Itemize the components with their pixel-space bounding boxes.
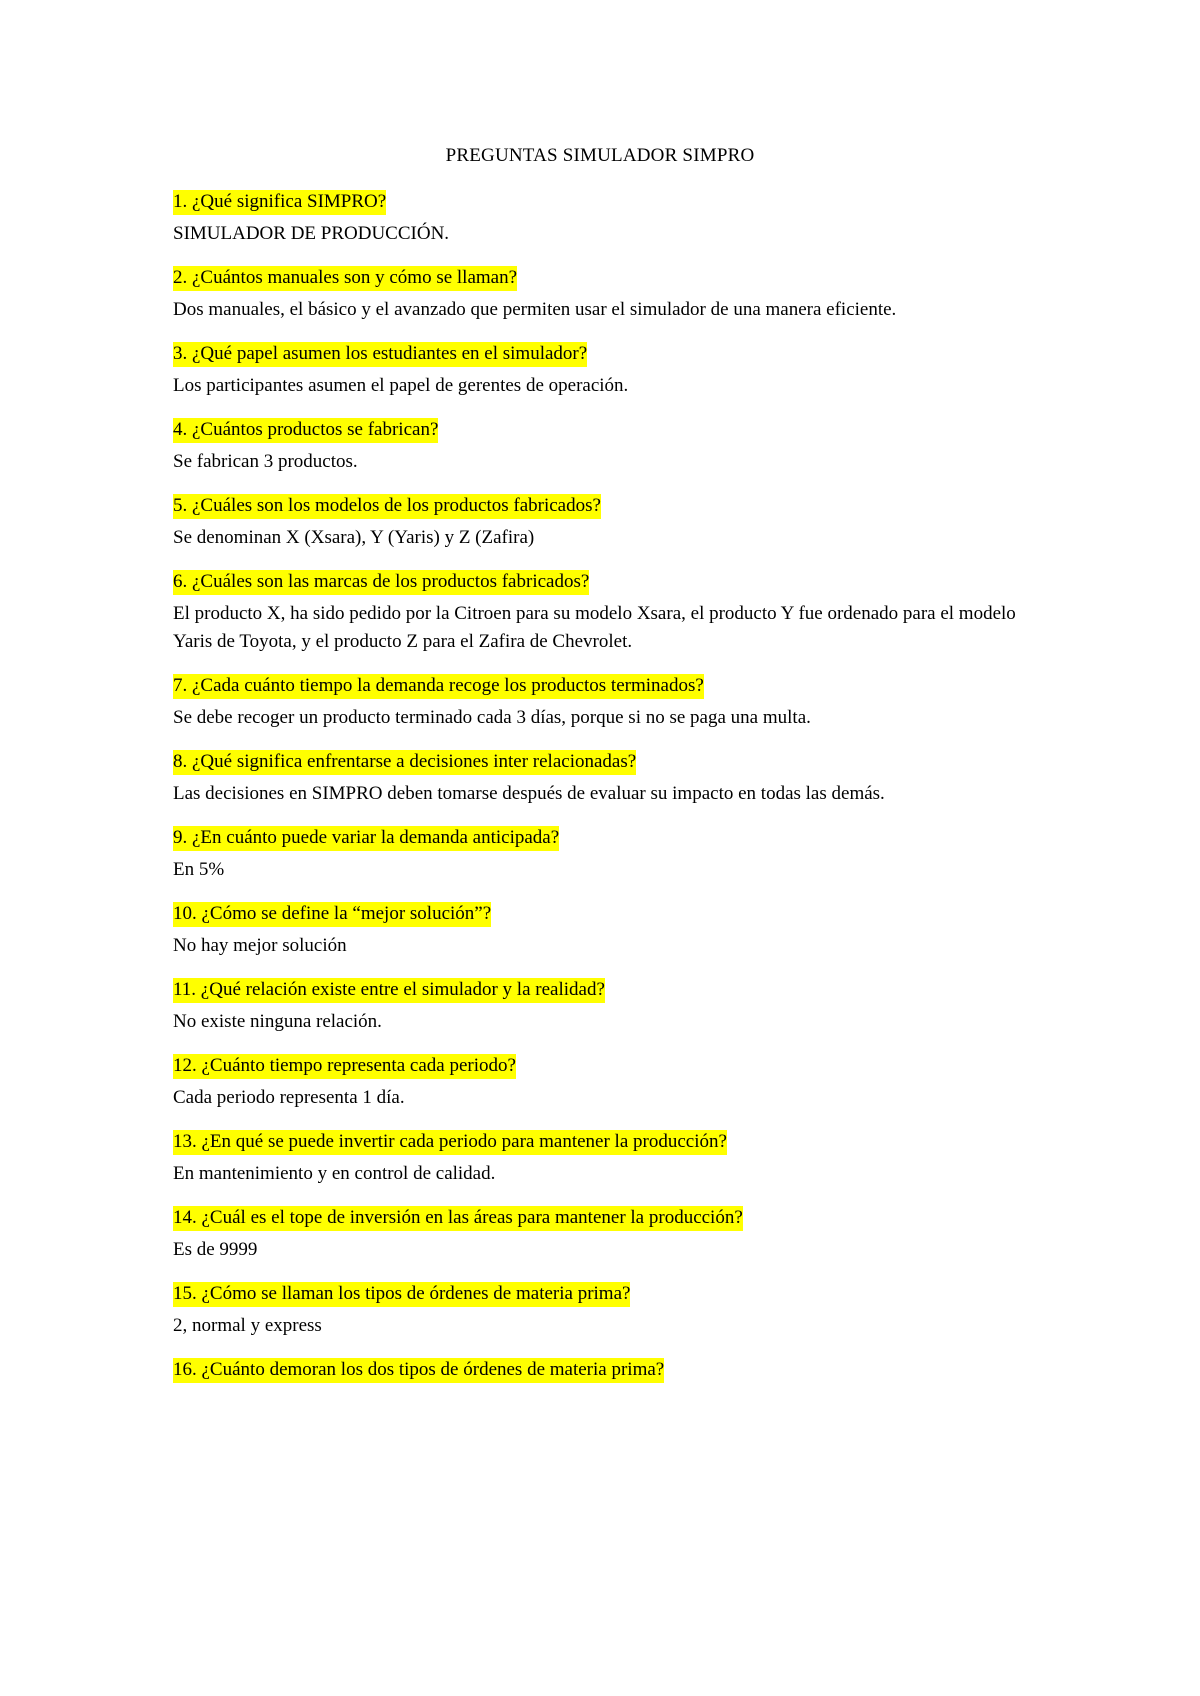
answer-15: 2, normal y express [173, 1315, 322, 1336]
question-text: 7. ¿Cada cuánto tiempo la demanda recoge los productos terminados? [173, 674, 704, 699]
question-text: 4. ¿Cuántos productos se fabrican? [173, 418, 438, 443]
question-12 [173, 1052, 1053, 1084]
question-10 [173, 900, 1053, 932]
question-text: 9. ¿En cuánto puede variar la demanda anticipada? [173, 826, 559, 851]
question-1 [173, 188, 1053, 220]
document-body [173, 188, 1053, 1388]
question-7 [173, 672, 1053, 704]
question-2 [173, 264, 1053, 296]
question-4 [173, 416, 1053, 448]
answer-4: Se fabrican 3 productos. [173, 451, 358, 472]
question-13 [173, 1128, 1053, 1160]
question-6 [173, 568, 1053, 600]
answer-9: En 5% [173, 859, 225, 880]
question-text: 8. ¿Qué significa enfrentarse a decisiones inter relacionadas? [173, 750, 636, 775]
answer-13: En mantenimiento y en control de calidad. [173, 1163, 496, 1184]
question-15 [173, 1280, 1053, 1312]
question-14 [173, 1204, 1053, 1236]
question-text: 12. ¿Cuánto tiempo representa cada periodo? [173, 1054, 516, 1079]
question-8 [173, 748, 1053, 780]
question-text: 5. ¿Cuáles son los modelos de los productos fabricados? [173, 494, 601, 519]
question-text: 1. ¿Qué significa SIMPRO? [173, 190, 386, 215]
answer-8: Las decisiones en SIMPRO deben tomarse después de evaluar su impacto en todas las demás. [173, 783, 885, 804]
answer-10: No hay mejor solución [173, 935, 347, 956]
question-9 [173, 824, 1053, 856]
question-text: 14. ¿Cuál es el tope de inversión en las áreas para mantener la producción? [173, 1206, 743, 1231]
answer-5: Se denominan X (Xsara), Y (Yaris) y Z (Zafira) [173, 527, 535, 548]
question-text: 13. ¿En qué se puede invertir cada periodo para mantener la producción? [173, 1130, 727, 1155]
document-title: PREGUNTAS SIMULADOR SIMPRO [445, 145, 755, 166]
question-11 [173, 976, 1053, 1008]
question-text: 16. ¿Cuánto demoran los dos tipos de órdenes de materia prima? [173, 1358, 664, 1383]
answer-7: Se debe recoger un producto terminado cada 3 días, porque si no se paga una multa. [173, 707, 811, 728]
question-3 [173, 340, 1053, 372]
answer-1: SIMULADOR DE PRODUCCIÓN. [173, 223, 450, 244]
question-text: 15. ¿Cómo se llaman los tipos de órdenes de materia prima? [173, 1282, 630, 1307]
question-16 [173, 1356, 1053, 1388]
question-text: 10. ¿Cómo se define la “mejor solución”? [173, 902, 491, 927]
question-text: 2. ¿Cuántos manuales son y cómo se llaman? [173, 266, 517, 291]
answer-14: Es de 9999 [173, 1239, 258, 1260]
answer-6: El producto X, ha sido pedido por la Citroen para su modelo Xsara, el producto Y fue ordenado para el modelo Yaris de Toyota, y el producto Z para el Zafira de Chevrolet. [173, 603, 1016, 652]
question-text: 6. ¿Cuáles son las marcas de los productos fabricados? [173, 570, 589, 595]
answer-12: Cada periodo representa 1 día. [173, 1087, 405, 1108]
question-5 [173, 492, 1053, 524]
answer-3: Los participantes asumen el papel de gerentes de operación. [173, 375, 629, 396]
question-text: 11. ¿Qué relación existe entre el simulador y la realidad? [173, 978, 605, 1003]
question-text: 3. ¿Qué papel asumen los estudiantes en el simulador? [173, 342, 587, 367]
answer-11: No existe ninguna relación. [173, 1011, 382, 1032]
answer-2: Dos manuales, el básico y el avanzado que permiten usar el simulador de una manera eficiente. [173, 299, 897, 320]
